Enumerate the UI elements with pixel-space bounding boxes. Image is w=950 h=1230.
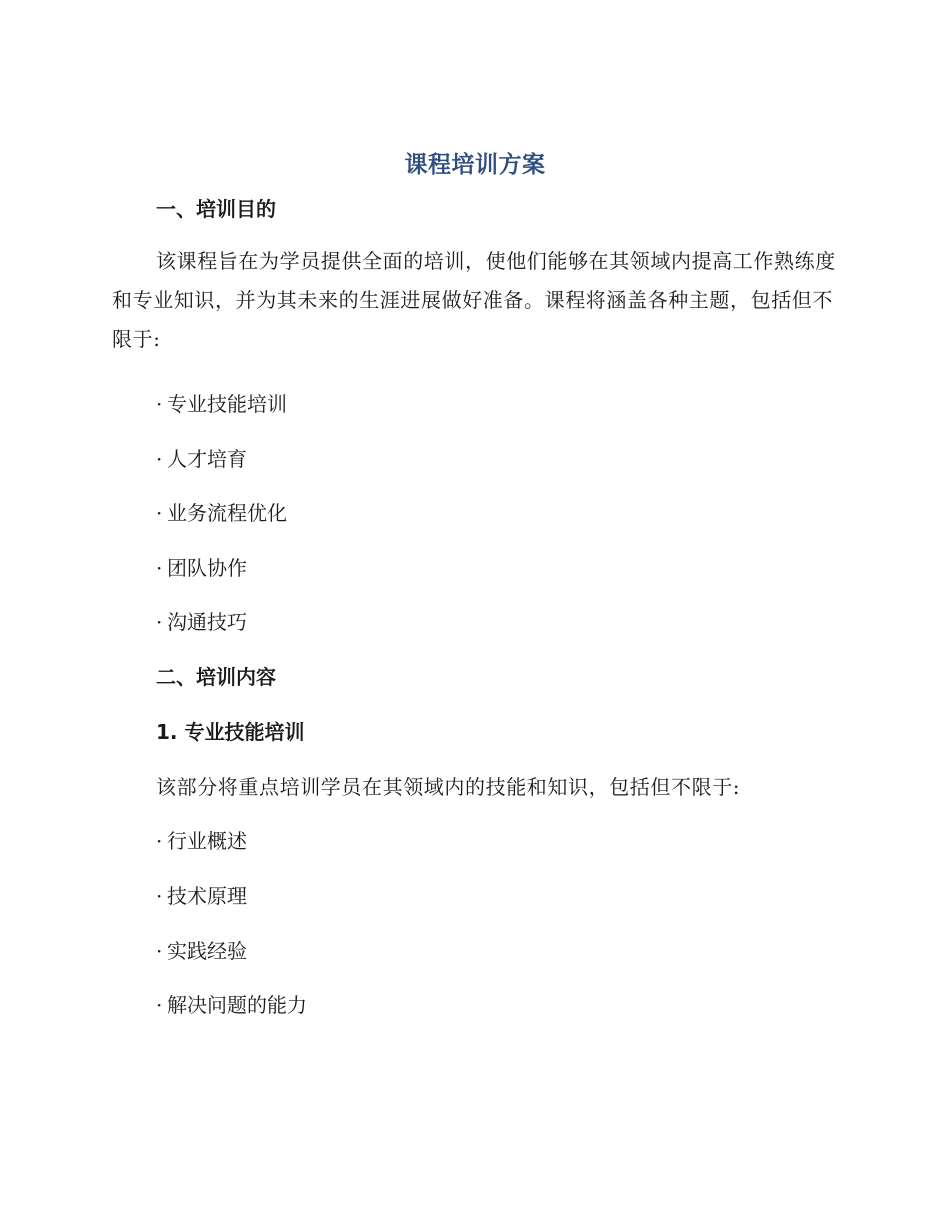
bullet-icon: · xyxy=(156,884,163,908)
section-heading-content: 二、培训内容 xyxy=(156,665,276,689)
bullet-icon: · xyxy=(156,993,163,1017)
list-item: · 解决问题的能力 xyxy=(156,993,307,1017)
bullet-icon: · xyxy=(156,829,163,853)
list-item: · 业务流程优化 xyxy=(156,501,287,525)
purpose-paragraph: 该课程旨在为学员提供全面的培训，使他们能够在其领域内提高工作熟练度和专业知识，并为其未来的生涯进展做好准备。课程将涵盖各种主题，包括但不限于: xyxy=(112,249,836,351)
document-title: 课程培训方案 xyxy=(404,152,546,178)
bullet-icon: · xyxy=(156,447,163,471)
list-item: · 专业技能培训 xyxy=(156,392,287,416)
list-item: · 技术原理 xyxy=(156,884,247,908)
list-item: · 人才培育 xyxy=(156,447,247,471)
bullet-icon: · xyxy=(156,939,163,963)
bullet-icon: · xyxy=(156,610,163,634)
list-item: · 实践经验 xyxy=(156,939,247,963)
subsection-heading-skills: 1. 专业技能培训 xyxy=(156,720,305,744)
bullet-icon: · xyxy=(156,556,163,580)
section-heading-purpose: 一、培训目的 xyxy=(156,197,276,221)
bullet-icon: · xyxy=(156,501,163,525)
skills-intro: 该部分将重点培训学员在其领域内的技能和知识，包括但不限于: xyxy=(156,775,741,799)
list-item: · 沟通技巧 xyxy=(156,610,247,634)
list-item: · 行业概述 xyxy=(156,829,247,853)
list-item: · 团队协作 xyxy=(156,556,247,580)
bullet-icon: · xyxy=(156,392,163,416)
